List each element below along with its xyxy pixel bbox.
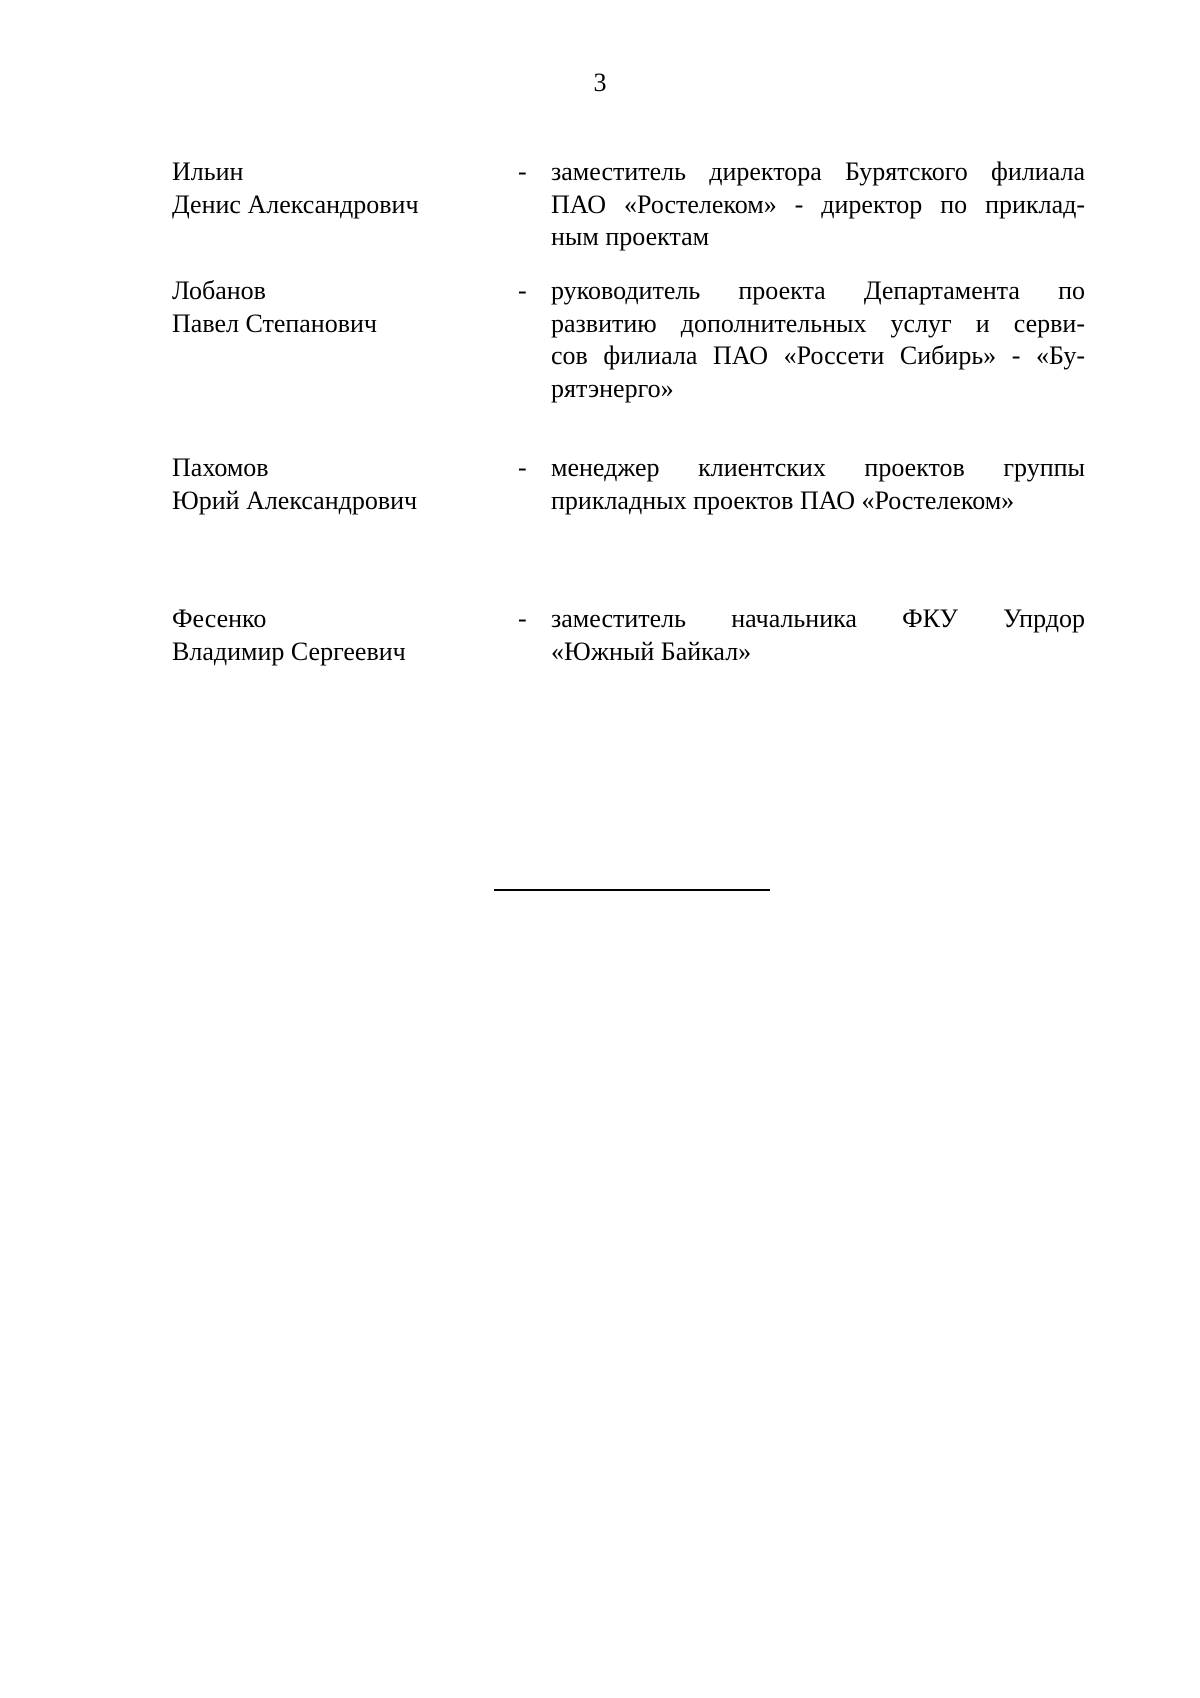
separator-dash: - — [518, 276, 527, 305]
role-line: «Южный Байкал» — [551, 636, 752, 666]
member-name — [172, 156, 512, 221]
role-line: прикладных проектов ПАО «Ростелеком» — [551, 485, 1015, 515]
separator-dash: - — [518, 604, 527, 633]
role-line: руководитель проекта Департамента по — [551, 276, 1085, 305]
separator-dash: - — [518, 157, 527, 186]
member-name — [172, 603, 512, 668]
member-surname: Фесенко — [172, 604, 267, 633]
member-given-names: Юрий Александрович — [172, 485, 418, 515]
role-line: развитию дополнительных услуг и серви- — [551, 308, 1085, 338]
page-number: 3 — [593, 68, 607, 97]
member-name — [172, 275, 512, 340]
role-line: менеджер клиентских проектов группы — [551, 453, 1085, 482]
role-line: рятэнерго» — [551, 373, 674, 403]
member-surname: Лобанов — [172, 276, 266, 305]
member-role — [551, 156, 1085, 254]
end-of-list-rule — [494, 889, 770, 891]
member-role — [551, 603, 1085, 668]
member-given-names: Денис Александрович — [172, 189, 419, 219]
member-surname: Ильин — [172, 157, 244, 186]
role-line: заместитель начальника ФКУ Упрдор — [551, 604, 1085, 633]
member-given-names: Владимир Сергеевич — [172, 636, 406, 666]
separator-dash: - — [518, 453, 527, 482]
member-role — [551, 275, 1085, 405]
role-line: ПАО «Ростелеком» - директор по приклад- — [551, 189, 1085, 219]
member-name — [172, 452, 512, 517]
member-surname: Пахомов — [172, 453, 269, 482]
member-role — [551, 452, 1085, 517]
role-line: сов филиала ПАО «Россети Сибирь» - «Бу- — [551, 341, 1085, 370]
role-line: заместитель директора Бурятского филиала — [551, 157, 1085, 186]
member-given-names: Павел Степанович — [172, 308, 377, 338]
role-line: ным проектам — [551, 222, 710, 251]
